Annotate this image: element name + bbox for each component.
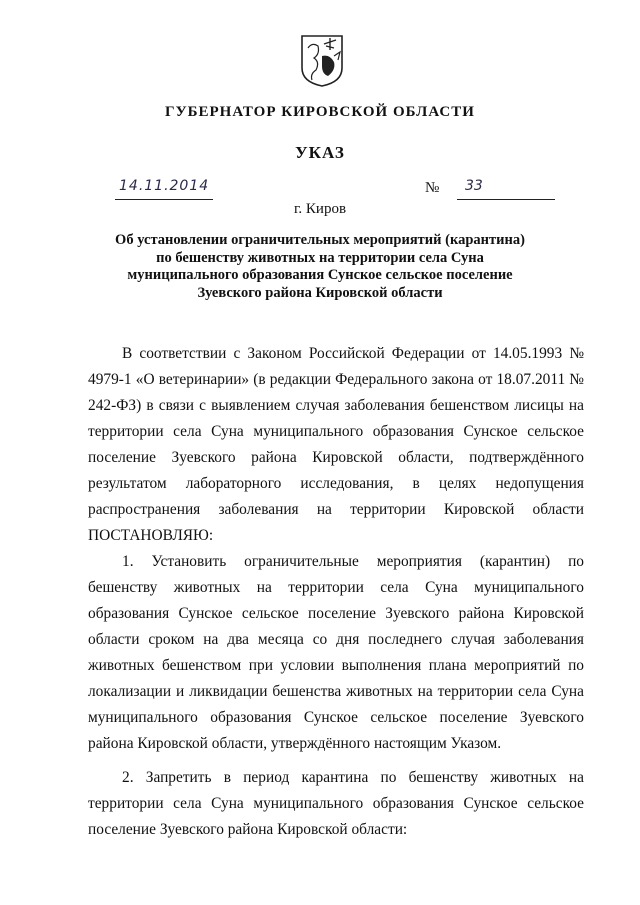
- decree-title-line: муниципального образования Сунское сельское поселение: [127, 267, 513, 283]
- decree-title: [110, 232, 530, 302]
- date-field: [115, 180, 213, 200]
- number-label: №: [425, 180, 440, 196]
- issuing-authority-title: ГУБЕРНАТОР КИРОВСКОЙ ОБЛАСТИ: [165, 104, 475, 120]
- clause-2-paragraph: 2. Запретить в период карантина по бешенству животных на территории села Суна муниципального образования Сунское сельское поселение Зуевского района Кировской области:: [88, 769, 584, 838]
- number-value: 33: [465, 178, 483, 194]
- preamble-paragraph: В соответствии с Законом Российской Федерации от 14.05.1993 № 4979-1 «О ветеринарии» (в редакции Федерального закона от 18.07.2011 № 242-ФЗ) в связи с выявлением случая заболевания бешенством лисицы на территории села Суна муниципального образования Сунское сельское поселение Зуевского района Кировской области, подтверждённого результатом лабораторного исследования, в целях недопущения распространения заболевания на территории Кировской области ПОСТАНОВЛЯЮ:: [88, 345, 584, 544]
- decree-title-line: по бешенству животных на территории села Суна: [156, 249, 484, 266]
- decree-title-line: Зуевского района Кировской области: [197, 284, 443, 301]
- decree-title-line: Об установлении ограничительных мероприятий (карантина): [115, 232, 525, 248]
- date-value: 14.11.2014: [119, 178, 210, 194]
- city-label: г. Киров: [293, 201, 347, 217]
- coat-of-arms-emblem: [300, 34, 344, 88]
- document-type-title: УКАЗ: [295, 143, 345, 162]
- number-field: [457, 180, 555, 200]
- decree-body: [88, 341, 584, 843]
- clause-1-paragraph: 1. Установить ограничительные мероприятия (карантин) по бешенству животных на территории села Суна муниципального образования Сунское сельское поселение Зуевского района Кировской области сроком на два месяца со дня последнего случая заболевания животных бешенством при условии выполнения плана мероприятий по локализации и ликвидации бешенства животных на территории села Суна муниципального образования Сунское сельское поселение Зуевского района Кировской области, утверждённого настоящим Указом.: [88, 553, 584, 752]
